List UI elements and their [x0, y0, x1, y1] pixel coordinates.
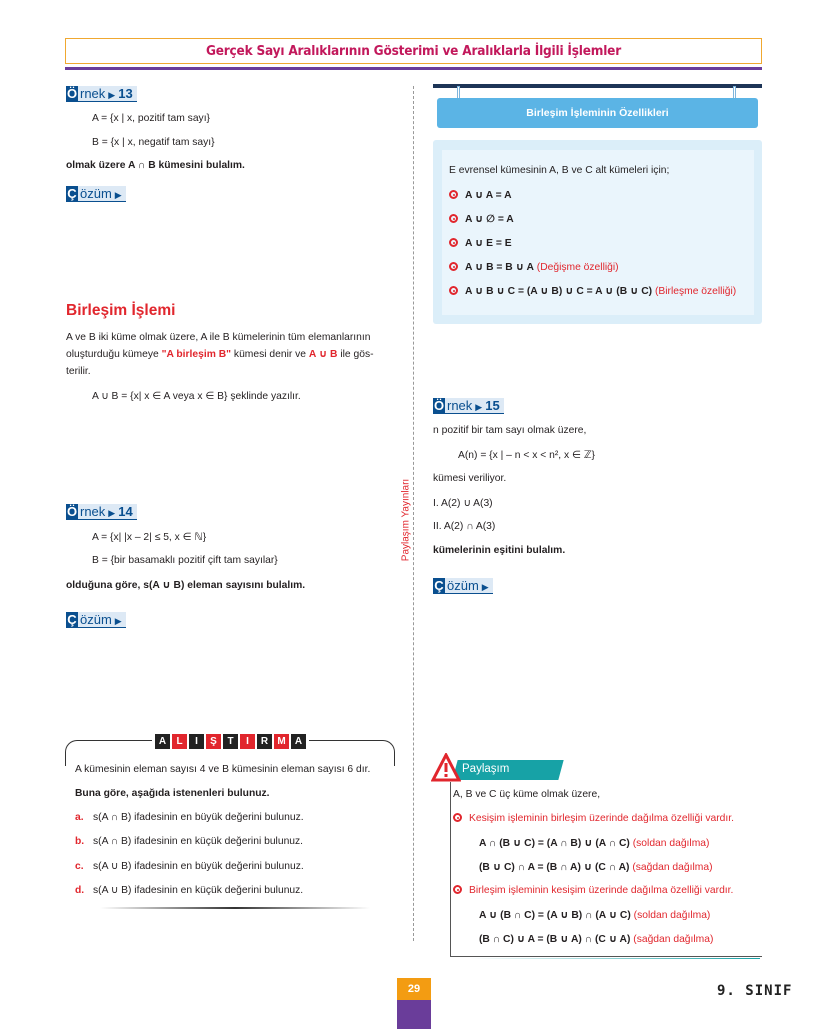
share-banner-label: Paylaşım — [462, 763, 510, 775]
example-13-question: olmak üzere A ∩ B kümesini bulalım. — [66, 160, 245, 171]
exercise-item: a. s(A ∩ B) ifadesinin en büyük değerini bulunuz. — [75, 812, 304, 823]
example-15-badge: Ö rnek ▶ 15 — [433, 398, 504, 414]
share-formula: (B ∩ C) ∪ A = (B ∪ A) ∩ (C ∪ A) (sağdan dağılma) — [479, 934, 714, 945]
example-15-question: kümelerinin eşitini bulalım. — [433, 545, 566, 556]
properties-top-bar — [433, 84, 762, 88]
example-14-badge: Ö rnek ▶ 14 — [66, 504, 137, 520]
example-15-given: kümesi veriliyor. — [433, 473, 507, 484]
example-13-set-b: B = {x | x, negatif tam sayı} — [92, 137, 215, 148]
share-formula: (B ∪ C) ∩ A = (B ∩ A) ∪ (C ∩ A) (sağdan dağılma) — [479, 862, 713, 873]
solution-badge: Ç özüm ▶ — [66, 612, 126, 628]
column-divider — [413, 86, 414, 941]
grade-label: 9. SINIF — [717, 983, 793, 999]
arrow-icon: ▶ — [481, 582, 489, 592]
page-title: Gerçek Sayı Aralıklarının Gösterimi ve Aralıklarla İlgili İşlemler — [205, 43, 622, 59]
example-13-set-a: A = {x | x, pozitif tam sayı} — [92, 113, 210, 124]
solution-badge: Ç özüm ▶ — [433, 578, 493, 594]
arrow-icon: ▶ — [114, 190, 122, 200]
share-formula: A ∪ (B ∩ C) = (A ∪ B) ∩ (A ∪ C) (soldan dağılma) — [479, 910, 711, 921]
union-formula: A ∪ B = {x| x ∈ A veya x ∈ B} şeklinde yazılır. — [92, 391, 301, 402]
property-item: A ∪ ∅ = A — [449, 213, 514, 225]
arrow-icon: ▶ — [475, 402, 483, 412]
properties-intro: E evrensel kümesinin A, B ve C alt kümeleri için; — [449, 165, 670, 176]
exercise-bottom-rule — [100, 907, 370, 909]
example-15-item-1: I. A(2) ∪ A(3) — [433, 498, 493, 509]
example-14-set-b: B = {bir basamaklı pozitif çift tam sayılar} — [92, 555, 278, 566]
exercise-instruction: Buna göre, aşağıda istenenleri bulunuz. — [75, 788, 270, 799]
bullet-icon — [449, 190, 458, 199]
page-header — [65, 38, 762, 64]
example-15-formula: A(n) = {x | – n < x < n², x ∈ ℤ} — [458, 450, 595, 461]
property-item: A ∪ B ∪ C = (A ∪ B) ∪ C = A ∪ (B ∪ C) (Birleşme özelliği) — [449, 285, 736, 297]
share-bottom-rule — [470, 958, 760, 959]
property-item: A ∪ A = A — [449, 189, 512, 201]
example-14-question: olduğuna göre, s(A ∪ B) eleman sayısını bulalım. — [66, 580, 306, 591]
exercise-item: b. s(A ∩ B) ifadesinin en küçük değerini bulunuz. — [75, 836, 304, 847]
exercise-title: A L I Ş T I R M A — [152, 734, 309, 749]
arrow-icon: ▶ — [108, 90, 116, 100]
page-number: 29 — [397, 978, 431, 1000]
exercise-item: c. s(A ∪ B) ifadesinin en büyük değerini bulunuz. — [75, 861, 304, 872]
solution-badge: Ç özüm ▶ — [66, 186, 126, 202]
warning-icon — [431, 753, 461, 783]
union-section-title: Birleşim İşlemi — [66, 302, 176, 319]
header-rule — [65, 67, 762, 70]
bullet-icon — [453, 885, 462, 894]
bullet-icon — [453, 813, 462, 822]
example-15-intro: n pozitif bir tam sayı olmak üzere, — [433, 425, 587, 436]
bullet-icon — [449, 286, 458, 295]
arrow-icon: ▶ — [114, 616, 122, 626]
union-definition: A ve B iki küme olmak üzere, A ile B kümelerinin tüm elemanlarının oluşturduğu kümeye "A birleşim B" kümesi denir ve A ∪ B ile gös- terilir. — [66, 332, 374, 377]
property-item: A ∪ E = E — [449, 237, 512, 249]
property-item: A ∪ B = B ∪ A (Değişme özelliği) — [449, 261, 619, 273]
example-15-item-2: II. A(2) ∩ A(3) — [433, 521, 496, 532]
properties-title: Birleşim İşleminin Özellikleri — [437, 98, 758, 128]
bullet-icon — [449, 262, 458, 271]
exercise-item: d. s(A ∪ B) ifadesinin en küçük değerini bulunuz. — [75, 885, 304, 896]
share-rule-1: Kesişim işleminin birleşim üzerinde dağılma özelliği vardır. — [453, 813, 734, 824]
exercise-intro: A kümesinin eleman sayısı 4 ve B kümesinin eleman sayısı 6 dır. — [75, 764, 371, 775]
share-intro: A, B ve C üç küme olmak üzere, — [453, 789, 601, 800]
example-13-badge: Ö rnek ▶ 13 — [66, 86, 137, 102]
example-14-set-a: A = {x| |x – 2| ≤ 5, x ∈ ℕ} — [92, 532, 207, 543]
side-brand: Paylaşım Yayınları — [401, 475, 412, 565]
share-formula: A ∩ (B ∪ C) = (A ∩ B) ∪ (A ∩ C) (soldan dağılma) — [479, 838, 710, 849]
arrow-icon: ▶ — [108, 508, 116, 518]
bullet-icon — [449, 214, 458, 223]
bullet-icon — [449, 238, 458, 247]
share-rule-2: Birleşim işleminin kesişim üzerinde dağılma özelliği vardır. — [453, 885, 733, 896]
